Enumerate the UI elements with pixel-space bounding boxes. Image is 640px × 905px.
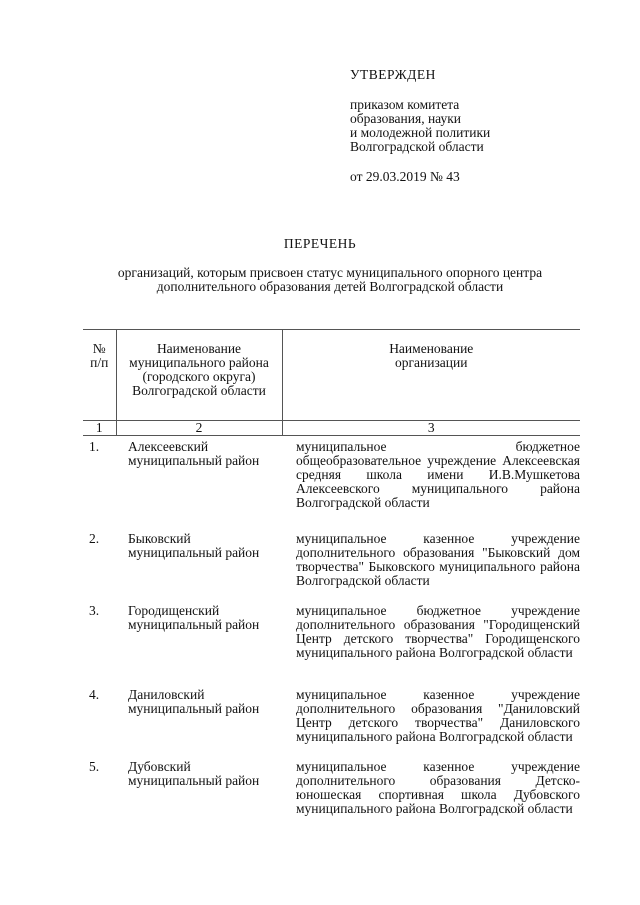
approval-line: и молодежной политики — [350, 125, 491, 140]
table-header — [83, 329, 580, 436]
row-number: 4. — [89, 687, 100, 702]
column-number: 3 — [282, 421, 580, 436]
row-number: 1. — [89, 439, 100, 454]
row-organization: муниципальное казенное учреждение дополнительного образования "Даниловский Центр детского творчества" Даниловского муниципального района Волгоградской области — [296, 687, 580, 744]
header-row — [83, 330, 580, 421]
row-district: Даниловский муниципальный район — [128, 687, 260, 716]
header-number: № п/п — [83, 330, 116, 421]
approval-line: образования, науки — [350, 111, 462, 126]
row-district: Городищенский муниципальный район — [128, 603, 260, 632]
document-title: ПЕРЕЧЕНЬ — [283, 236, 357, 251]
approval-line: приказом комитета — [350, 97, 460, 112]
row-district: Алексеевский муниципальный район — [128, 439, 260, 468]
subtitle-line: дополнительного образования детей Волгоградской области — [156, 279, 504, 294]
row-number: 2. — [89, 531, 100, 546]
row-district: Быковский муниципальный район — [128, 531, 260, 560]
row-organization: муниципальное казенное учреждение дополнительного образования Детско-юношеская спортивная школа Дубовского муниципального района Волгоградской области — [296, 759, 580, 816]
approval-block — [350, 68, 610, 184]
approval-date: от 29.03.2019 № 43 — [350, 169, 460, 184]
document-subtitle — [60, 266, 600, 294]
row-organization: муниципальное бюджетное учреждение дополнительного образования "Городищенский Центр детского творчества" Городищенского муниципального района Волгоградской области — [296, 603, 580, 660]
header-organization: Наименование организации — [282, 330, 580, 421]
column-number: 2 — [116, 421, 282, 436]
column-numbers-row — [83, 421, 580, 436]
subtitle-line: организаций, которым присвоен статус муниципального опорного центра — [117, 265, 543, 280]
header-district: Наименование муниципального района (городского округа) Волгоградской области — [116, 330, 282, 421]
approval-line: Волгоградской области — [350, 139, 484, 154]
row-number: 5. — [89, 759, 100, 774]
row-organization: муниципальное бюджетное общеобразовательное учреждение Алексеевская средняя школа имени И.В.Мушкетова Алексеевского муниципального района Волгоградской области — [296, 439, 580, 510]
row-district: Дубовский муниципальный район — [128, 759, 260, 788]
row-organization: муниципальное казенное учреждение дополнительного образования "Быковский дом творчества" Быковского муниципального района Волгоградской области — [296, 531, 580, 588]
approval-title: УТВЕРЖДЕН — [350, 67, 436, 82]
row-number: 3. — [89, 603, 100, 618]
column-number: 1 — [83, 421, 116, 436]
